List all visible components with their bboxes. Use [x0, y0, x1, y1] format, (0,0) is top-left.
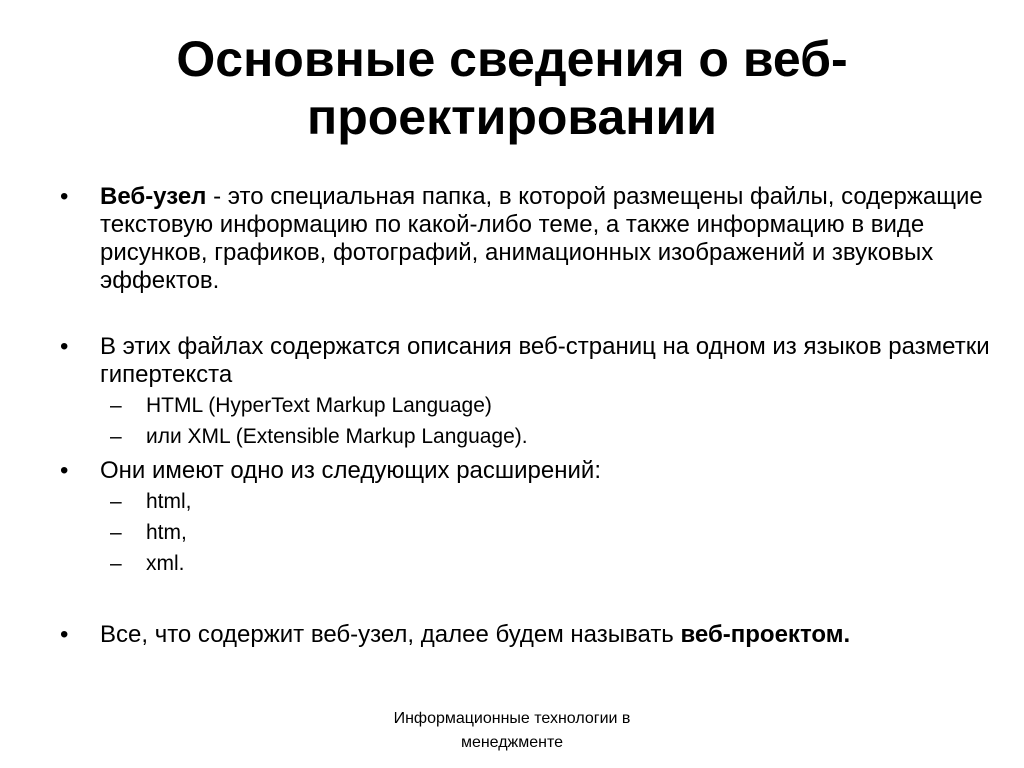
subitem-xml — [60, 423, 990, 451]
subitem-text: xml. — [146, 552, 185, 575]
slide-title — [60, 30, 964, 146]
bullet-marker: • — [60, 183, 69, 210]
bullet-markup-languages — [60, 333, 990, 389]
subitem-marker: – — [110, 425, 122, 448]
slide-title-line2: проектировании — [307, 89, 717, 145]
slide-content — [60, 183, 990, 649]
bullet-text: - это специальная папка, в которой размещены файлы, содержащие текстовую информацию по какой-либо теме, а также информацию в виде рисунков, графиков, фотографий, анимационных изображений и звуковых эффектов. — [100, 183, 983, 294]
term-web-project: веб-проектом. — [680, 621, 851, 648]
footer-line1: Информационные технологии в — [393, 710, 631, 727]
bullet-marker: • — [60, 621, 69, 648]
bullet-web-node — [60, 183, 990, 295]
subitem-ext-xml — [60, 550, 990, 578]
slide-title-line1: Основные сведения о веб- — [176, 31, 848, 87]
footer-line2: менеджменте — [460, 734, 564, 751]
bullet-text: В этих файлах содержатся описания веб-страниц на одном из языков разметки гипертекста — [100, 333, 990, 388]
subitem-marker: – — [110, 552, 122, 575]
subitem-text: или XML (Extensible Markup Language). — [146, 425, 528, 448]
subitem-text: html, — [146, 490, 192, 513]
subitem-marker: – — [110, 490, 122, 513]
term-web-node: Веб-узел — [100, 183, 207, 210]
bullet-text: Они имеют одно из следующих расширений: — [100, 457, 601, 484]
bullet-text: Все, что содержит веб-узел, далее будем называть — [100, 621, 681, 648]
subitem-text: HTML (HyperText Markup Language) — [146, 394, 492, 417]
subitem-ext-htm — [60, 519, 990, 547]
bullet-marker: • — [60, 457, 69, 484]
subitem-marker: – — [110, 521, 122, 544]
bullet-extensions — [60, 457, 990, 485]
bullet-marker: • — [60, 333, 69, 360]
subitem-marker: – — [110, 394, 122, 417]
subitem-html — [60, 392, 990, 420]
slide-footer — [300, 707, 724, 755]
bullet-web-project — [60, 621, 990, 649]
subitem-ext-html — [60, 488, 990, 516]
subitem-text: htm, — [146, 521, 187, 544]
